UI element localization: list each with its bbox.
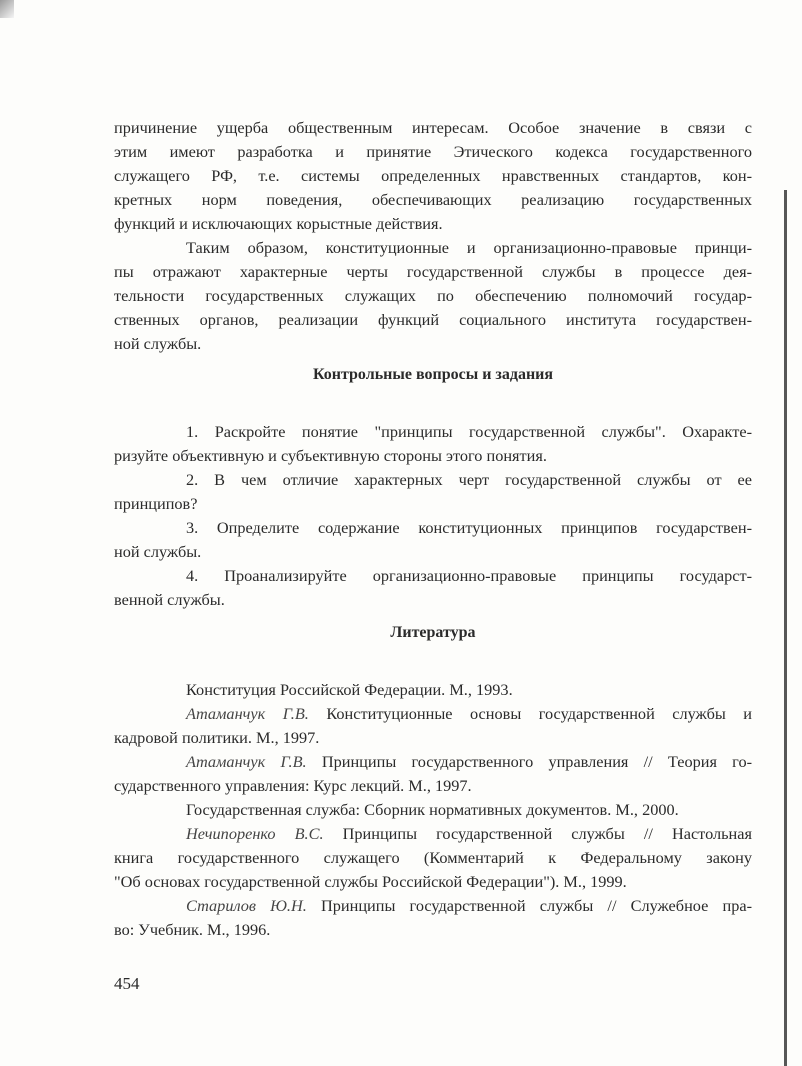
reference-text: Государственная служба: Сборник нормативных документов. М., 2000. <box>186 800 679 819</box>
reference-line <box>114 798 752 822</box>
paragraph-line: ной службы. <box>114 334 202 353</box>
reference-text: "Об основах государственной службы Российской Федерации"). М., 1999. <box>114 872 627 891</box>
reference-author: Атаманчук Г.В. <box>186 704 309 723</box>
reference-line <box>114 846 752 870</box>
question-line: венной службы. <box>114 590 225 609</box>
paragraph-line: функций и исключающих корыстные действия. <box>114 214 443 233</box>
question-line: ной службы. <box>114 542 202 561</box>
reference-text: Принципы государственной службы // Служебное пра- <box>306 896 753 915</box>
question-line: 4. Проанализируйте организационно-правовые принципы государст- <box>186 566 752 585</box>
reference-line <box>114 870 752 894</box>
paragraph-line: этим имеют разработка и принятие Этического кодекса государственного <box>114 142 752 161</box>
scan-edge-shadow <box>784 190 787 1066</box>
reference-author: Атаманчук Г.В. <box>186 752 307 771</box>
paragraph-line: причинение ущерба общественным интересам. Особое значение в связи с <box>114 118 752 137</box>
scan-corner-mark <box>0 0 14 18</box>
reference-text: сударственного управления: Курс лекций. М., 1997. <box>114 776 472 795</box>
paragraph-line: тельности государственных служащих по обеспечению полномочий государ- <box>114 286 752 305</box>
question-line: 2. В чем отличие характерных черт государственной службы от ее <box>186 470 752 489</box>
reference-text: Принципы государственной службы // Настольная <box>323 824 752 843</box>
reference-text: Конституционные основы государственной службы и <box>308 704 752 723</box>
reference-line <box>114 822 752 846</box>
reference-author: Старилов Ю.Н. <box>186 896 307 915</box>
literature-heading: Литература <box>390 624 476 641</box>
body-text <box>114 116 752 356</box>
question-line: ризуйте объективную и субъективную стороны этого понятия. <box>114 446 547 465</box>
reference-text: Принципы государственного управления // Теория го- <box>306 752 753 771</box>
question-line: принципов? <box>114 494 198 513</box>
question-line: 3. Определите содержание конституционных принципов государствен- <box>186 518 752 537</box>
paragraph-line: ственных органов, реализации функций социального института государствен- <box>114 310 752 329</box>
reference-line <box>114 894 752 918</box>
page-number: 454 <box>114 974 140 993</box>
reference-author: Нечипоренко В.С. <box>186 824 324 843</box>
reference-line <box>114 918 752 942</box>
reference-line <box>114 750 752 774</box>
reference-text: во: Учебник. М., 1996. <box>114 920 271 939</box>
reference-text: книга государственного служащего (Комментарий к Федеральному закону <box>114 848 752 867</box>
paragraph-line: Таким образом, конституционные и организационно-правовые принци- <box>186 238 752 257</box>
reference-line <box>114 702 752 726</box>
paragraph-line: кретных норм поведения, обеспечивающих реализацию государственных <box>114 190 752 209</box>
reference-line <box>114 726 752 750</box>
references-list <box>114 678 752 942</box>
reference-text: кадровой политики. М., 1997. <box>114 728 320 747</box>
reference-text: Конституция Российской Федерации. М., 1993. <box>186 680 513 699</box>
question-line: 1. Раскройте понятие "принципы государственной службы". Охаракте- <box>186 422 752 441</box>
reference-line <box>114 774 752 798</box>
questions-heading: Контрольные вопросы и задания <box>312 366 554 383</box>
paragraph-line: служащего РФ, т.е. системы определенных нравственных стандартов, кон- <box>114 166 752 185</box>
paragraph-line: пы отражают характерные черты государственной службы в процессе дея- <box>114 262 752 281</box>
reference-line <box>114 678 752 702</box>
questions-list <box>114 420 752 612</box>
